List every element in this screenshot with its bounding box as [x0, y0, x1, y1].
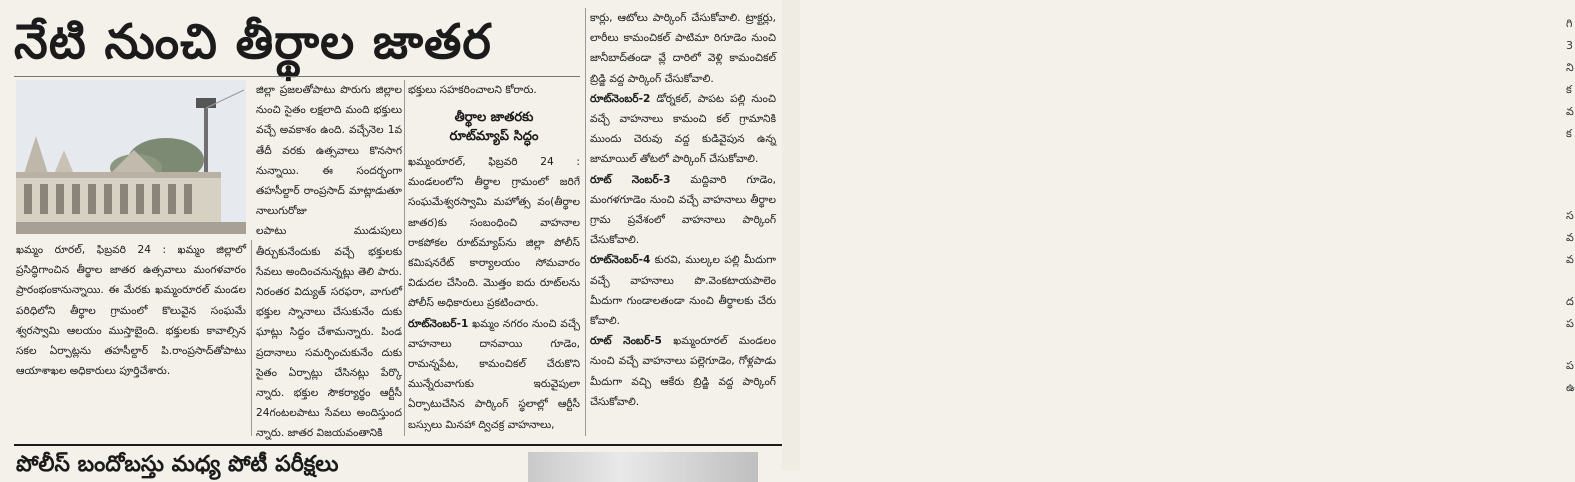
next-story-photo: [528, 452, 758, 482]
route2-label: రూట్‌నెంబర్-2: [590, 92, 651, 105]
subhead-line-1: తీర్థాల జాతరకు: [454, 110, 534, 125]
route3-label: రూట్ నెంబర్-3: [590, 173, 671, 186]
col2-para2: లపాటు ముడుపులు తీర్చుకునేందుకు వచ్చే భక్తులకు సేవలు అందించనున్నట్లు తెలి పారు. నిరంతర విద్యుత్ సరఫరా, వాగులో భక్తుల స్నానాలు చేసుకునేం దుకు ఘాట్లు సిద్ధం చేశామన్నారు. పిండ ప్రదానాలు సమర్పించుకునేం దుకు సైతం ఏర్పాట్లు చేసినట్లు పేర్కొ న్నారు. భక్తుల సౌకర్యార్థం ఆర్టీసీ 24గంటలపాటు సేవలు అందిస్తుంద న్నారు. జాతర విజయవంతానికి: [256, 225, 402, 440]
route3-paragraph: [590, 170, 776, 251]
edge-char: వ: [1566, 253, 1574, 266]
edge-char: స: [1566, 209, 1574, 222]
edge-char: ద: [1566, 295, 1574, 308]
edge-char: ఉ: [1566, 381, 1575, 394]
route3-text: మద్దివారి గూడెం, మంగళగూడెం నుంచి వచ్చే వాహనాలు తీర్థాల గ్రామ ప్రవేశంలో వాహనాలు పార్కింగ్ చేసుకోవాలి.: [590, 173, 776, 247]
edge-char: క: [1566, 83, 1572, 96]
subhead-line-2: రూట్‌మ్యాప్ సిద్ధం: [449, 129, 539, 144]
edge-char: ని: [1566, 61, 1574, 74]
route2-paragraph: [590, 89, 776, 170]
temple-illustration: [16, 80, 246, 234]
article-col-2: [256, 80, 402, 440]
route1-label: రూట్‌నెంబర్-1: [408, 317, 469, 330]
edge-char: 3: [1566, 39, 1573, 52]
column-rule-2: [404, 80, 405, 436]
route4-paragraph: [590, 250, 776, 331]
temple-photo: [16, 80, 246, 234]
headline: నేటి నుంచి తీర్థాల జాతర: [14, 14, 492, 70]
edge-char: వ: [1566, 105, 1574, 118]
col3-para1: ఖమ్మంరూరల్, ఫిబ్రవరి 24 : మండలంలోని తీర్థాల గ్రామంలో జరిగే సంఘమేశ్వరస్వామి మహోత్స వం(తీర్థాల జాతర)కు సంబంధించి వాహనాల రాకపోకల రూట్‌మ్యాప్‌ను జిల్లా పోలీస్ కమిషనరేట్ కార్యాలయం సోమవారం విడుదల చేసింది. మొత్తం ఐదు రూట్‌లను పోలీస్ అధికారులు ప్రకటించారు.: [408, 156, 580, 310]
edge-char: ప: [1566, 317, 1574, 330]
route1-paragraph: [408, 314, 580, 435]
article-col-1: [16, 240, 246, 436]
route2-text: డోర్నకల్, పాపట పల్లి నుంచి వచ్చే వాహనాలు కామంచి కల్ గ్రామానికి ముందు చెరువు వద్ద కుడివైపున ఉన్న జామాయిల్ తోటలో పార్కింగ్ చేసుకోవాలి.: [590, 92, 776, 166]
article-col-4: [590, 8, 776, 436]
column-rule-1: [251, 240, 252, 436]
col1-para1: ఖమ్మం రూరల్, ఫిబ్రవరి 24 : ఖమ్మం జిల్లాలో ప్రసిద్ధిగాంచిన తీర్థాల జాతర ఉత్సవాలు మంగళవారం ప్రారంభంకానున్నాయి. ఈ మేరకు ఖమ్మంరూరల్ మండల పరిధిలోని తీర్థాల గ్రామంలో కొలువైన సంఘమే శ్వరస్వామి ఆలయం ముస్తాబైంది. భక్తులకు కావాల్సిన సకల ఏర్పాట్లను తహసీల్దార్ పి.రాంప్రసాద్‌తోపాటు ఆయాశాఖల అధికారులు పూర్తిచేశారు.: [16, 244, 246, 378]
bottom-separator: [14, 444, 782, 446]
edge-char: ప: [1566, 359, 1574, 372]
route-map-subhead: [408, 108, 580, 146]
adjacent-page-edge: [782, 0, 1575, 470]
article-col-3-top: [408, 80, 580, 104]
route5-text: ఖమ్మంరూరల్ మండలం నుంచి వచ్చే వాహనాలు పల్లెగూడెం, గోళ్లపాడు మీదుగా వచ్చి ఆకేరు బ్రిడ్జి వద్ద పార్కింగ్ చేసుకోవాలి.: [590, 335, 777, 408]
route5-paragraph: [590, 331, 776, 412]
edge-char: గి: [1566, 17, 1573, 30]
route1-text: ఖమ్మం నగరం నుంచి వచ్చే వాహనాలు దానవాయి గూడెం, రామన్నపేట, కామంచికల్ చేరుకొని మున్నేరువాగుకు ఇరువైపులా ఏర్పాటుచేసిన పార్కింగ్ స్థలాల్లో ఆర్టీసీ బస్సులు మినహా ద్విచక్ర వాహనాలు,: [408, 317, 580, 431]
col3-top-line: భక్తులు సహకరించాలని కోరారు.: [408, 84, 537, 96]
next-story-headline: పోలీస్ బందోబస్తు మధ్య పోటీ పరీక్షలు: [16, 452, 339, 477]
route5-label: రూట్ నెంబర్-5: [590, 335, 662, 348]
article-col-3: [408, 152, 580, 436]
col2-para1: జిల్లా ప్రజలతోపాటు పొరుగు జిల్లాల నుంచి సైతం లక్షలాది మంది భక్తులు వచ్చే అవకాశం ఉంది. వచ్చేనెల 1వ తేదీ వరకు ఉత్సవాలు కొనసాగ నున్నాయి. ఈ సందర్భంగా తహసీల్దార్ రాంప్రసాద్ మాట్లాడుతూ నాలుగురోజు: [256, 84, 402, 218]
edge-char: వ: [1566, 231, 1574, 244]
route4-text: కురవి, ముల్కల పల్లి మీదుగా వచ్చే వాహనాలు పొ.వెంకటాయపాలెం మీదుగా గుండాలతండా నుంచి తీర్థాలకు చేరు కోవాలి.: [590, 254, 777, 328]
edge-char: క: [1566, 127, 1572, 140]
col4-para1: కార్లు, ఆటోలు పార్కింగ్ చేసుకోవాలి. ట్రాక్టర్లు, లారీలు కామంచికల్ పాటిమా రిగూడెం నుంచి జానీబాద్‌తండా వ్లే దారిలో వెళ్లి కామంచికల్ బ్రిడ్జి వద్ద పార్కింగ్ చేసుకోవాలి.: [590, 12, 776, 85]
headline-underline: [14, 76, 580, 77]
route4-label: రూట్‌నెంబర్-4: [590, 254, 651, 267]
column-rule-3: [585, 8, 586, 436]
